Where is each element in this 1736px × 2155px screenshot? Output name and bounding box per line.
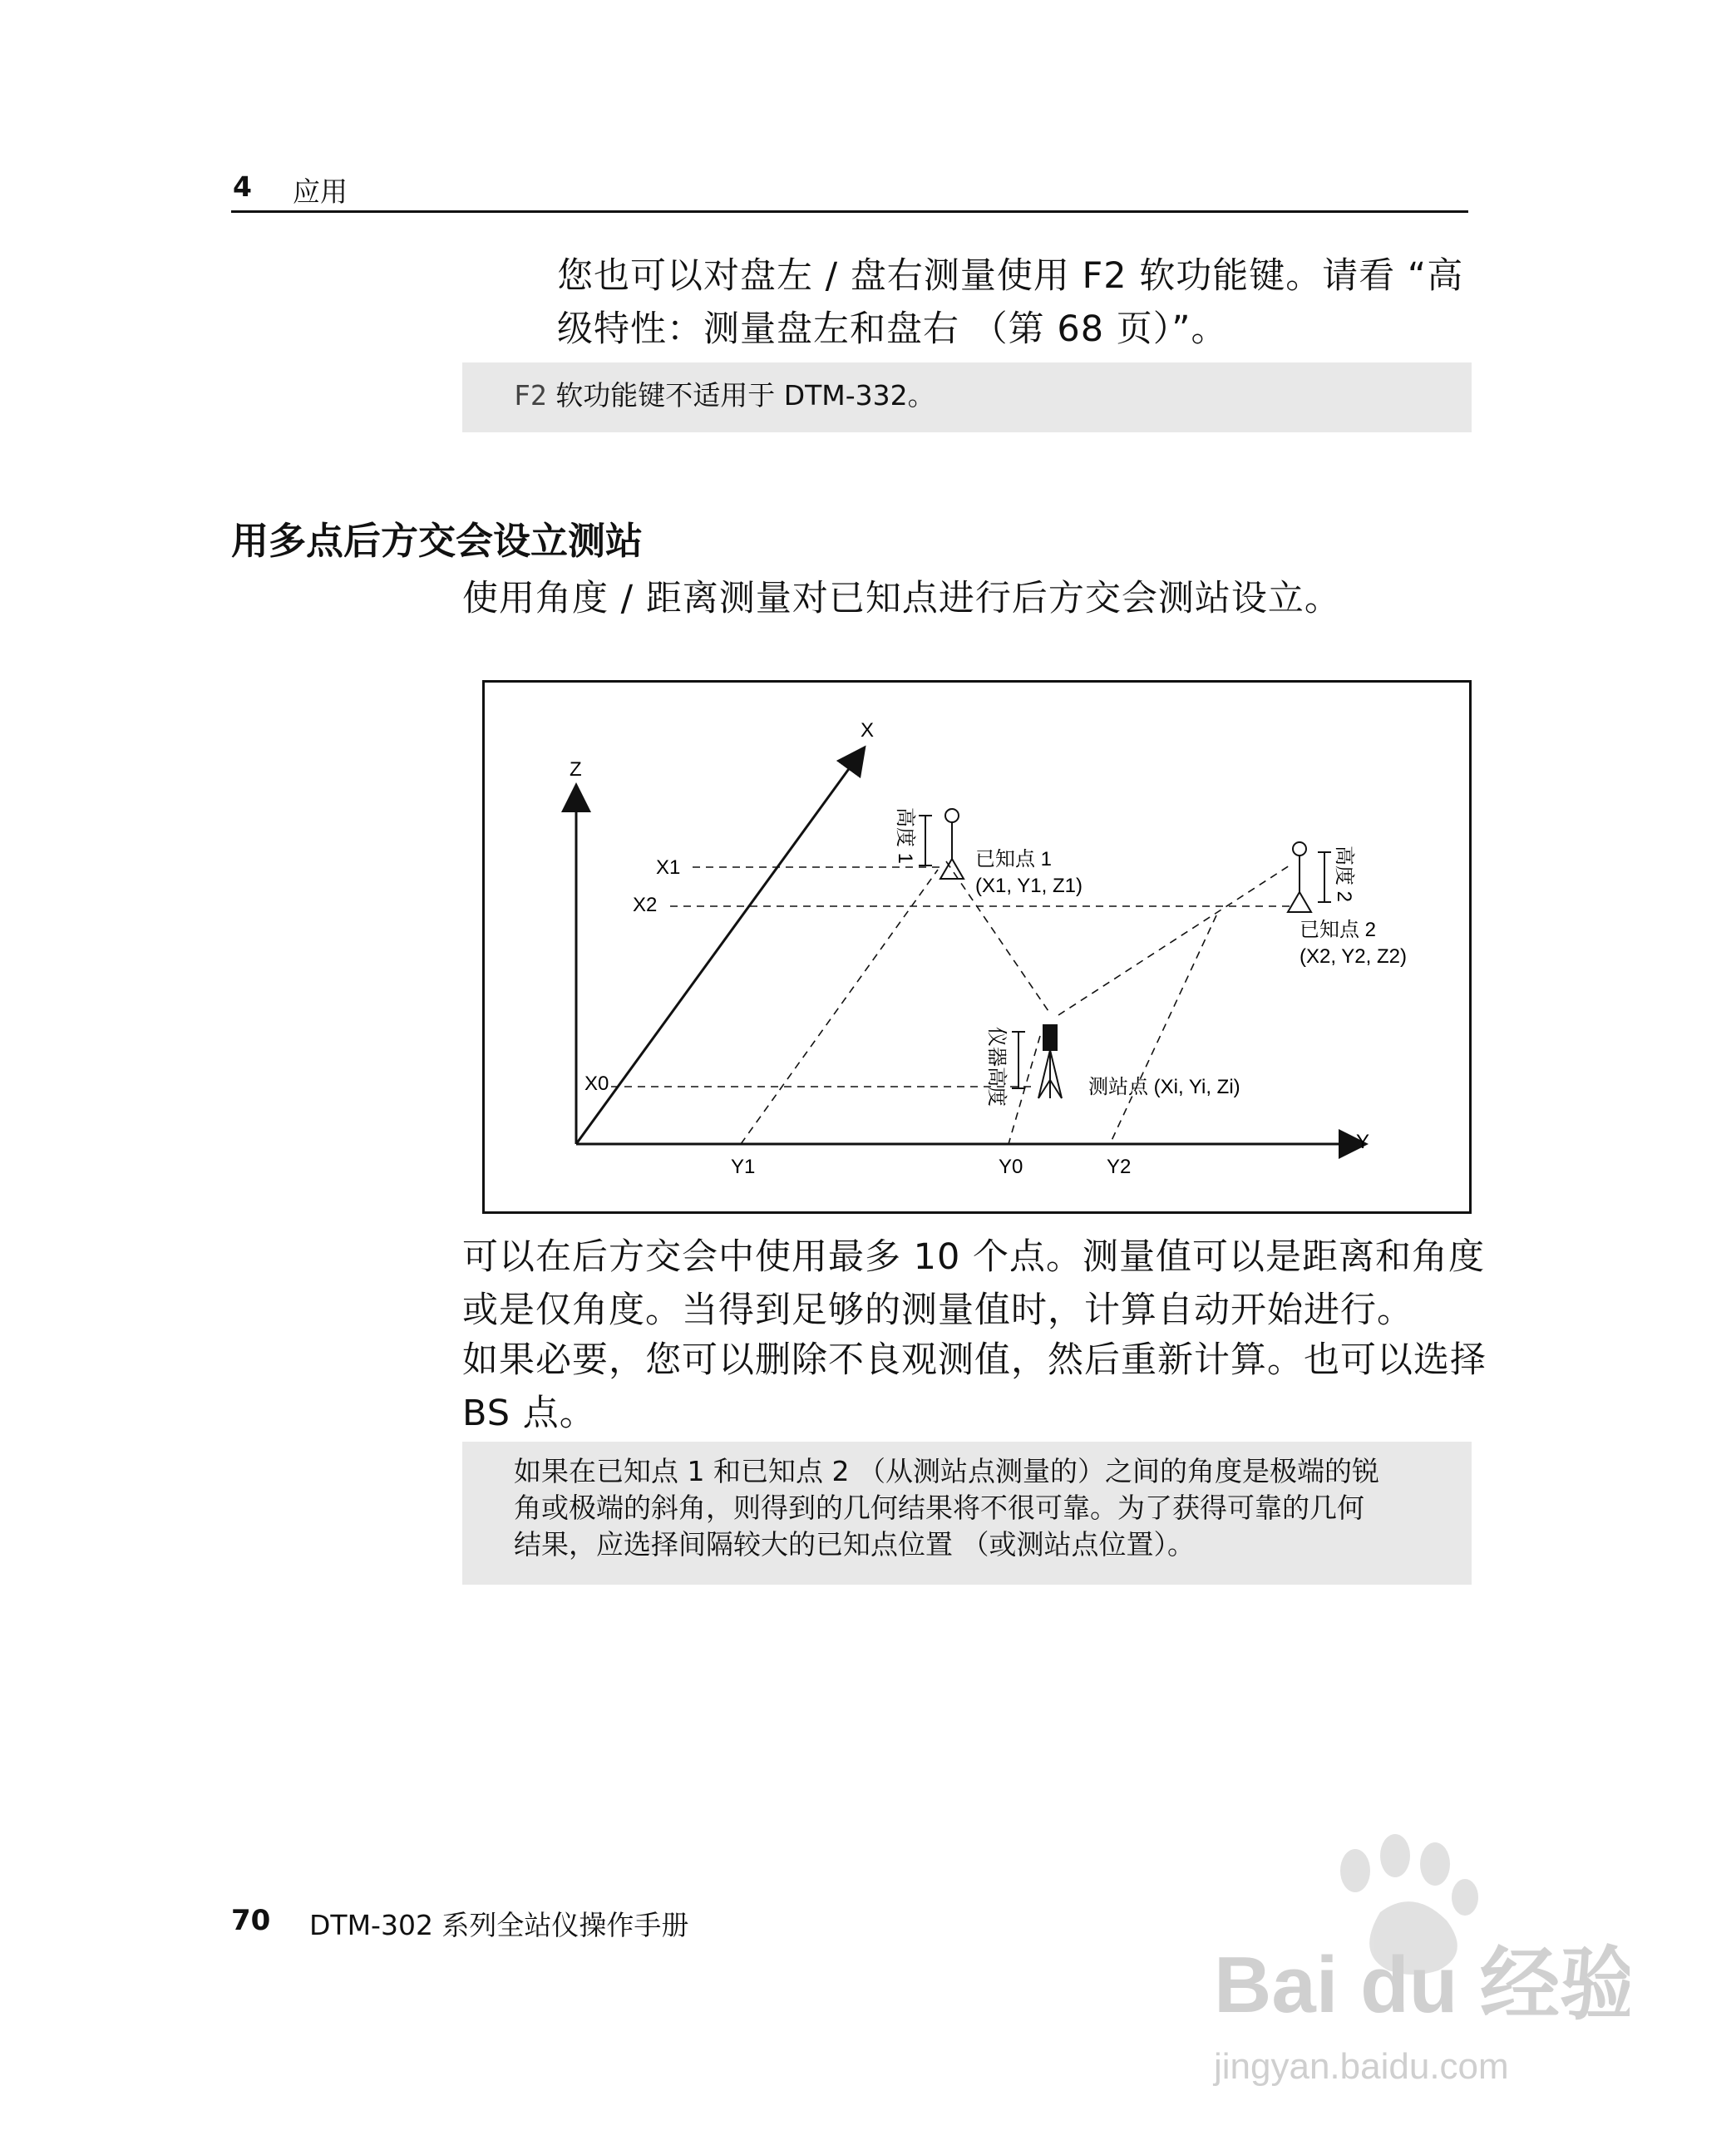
known-point-2-coords: (X2, Y2, Z2): [1300, 945, 1407, 968]
known-point-1-marker: [919, 809, 964, 879]
intro-line-2: 级特性：测量盘左和盘右 （第 68 页）”。: [557, 308, 1228, 350]
known-point-2-name: 已知点 2: [1300, 919, 1377, 941]
x2-label: X2: [633, 894, 658, 916]
section-lead: 使用角度 / 距离测量对已知点进行后方交会测站设立。: [462, 578, 1341, 619]
station-label: 测站点 (Xi, Yi, Zi): [1088, 1076, 1240, 1098]
body-p1-line-2: 或是仅角度。当得到足够的测量值时，计算自动开始进行。: [462, 1290, 1413, 1331]
section-heading: 用多点后方交会设立测站: [231, 519, 644, 563]
known-point-2-marker: [1288, 842, 1331, 912]
x-axis-label: X: [861, 719, 875, 742]
watermark-url: jingyan.baidu.com: [1214, 2046, 1509, 2087]
dashed-guides: [611, 861, 1290, 1144]
note-geometry-text: [514, 1453, 1379, 1563]
intro-line-1: 您也可以对盘左 / 盘右测量使用 F2 软功能键。请看 “高: [557, 255, 1464, 297]
header-rule: [231, 210, 1468, 213]
height-2-label: 高度 2: [1333, 846, 1355, 903]
body-p1-line-1: 可以在后方交会中使用最多 10 个点。测量值可以是距离和角度: [462, 1236, 1486, 1278]
station-instrument-icon: [1012, 1025, 1062, 1098]
manual-title: DTM-302 系列全站仪操作手册: [309, 1909, 689, 1941]
note-box-geometry: [462, 1442, 1472, 1585]
intro-paragraph: [557, 249, 1463, 356]
note-geometry-line-2: 角或极端的斜角，则得到的几何结果将不很可靠。为了获得可靠的几何: [514, 1492, 1364, 1524]
known-point-1-name: 已知点 1: [975, 848, 1053, 870]
y1-label: Y1: [731, 1156, 756, 1178]
note-geometry-line-3: 结果，应选择间隔较大的已知点位置 （或测站点位置）。: [514, 1528, 1195, 1561]
y-axis-label: Y: [1356, 1131, 1370, 1153]
resection-diagram: [485, 683, 1469, 1211]
baidu-paw-icon: [1197, 1821, 1630, 2095]
height-1-label: 高度 1: [894, 807, 916, 865]
y2-label: Y2: [1107, 1156, 1132, 1178]
f2-key-label: F2: [514, 379, 547, 412]
chapter-title: 应用: [293, 175, 348, 208]
known-point-1-coords: (X1, Y1, Z1): [975, 875, 1083, 897]
resection-figure: [482, 680, 1472, 1214]
page-number: 70: [231, 1904, 271, 1937]
x0-label: X0: [584, 1073, 609, 1095]
baidu-watermark: [1197, 1821, 1630, 2095]
chapter-number: 4: [233, 170, 252, 203]
note-f2-text: [514, 377, 935, 414]
note-box-f2: [462, 362, 1472, 432]
body-paragraph-1: [462, 1230, 1485, 1337]
body-p2-line-1: 如果必要，您可以删除不良观测值，然后重新计算。也可以选择: [462, 1339, 1487, 1381]
body-p2-line-2: BS 点。: [462, 1393, 596, 1434]
z-axis-label: Z: [570, 758, 582, 781]
y0-label: Y0: [999, 1156, 1023, 1178]
body-paragraph-2: [462, 1334, 1487, 1440]
watermark-brand: Bai du 经验: [1214, 1940, 1630, 2029]
x1-label: X1: [656, 856, 681, 879]
instrument-height-label: 仪器高度: [985, 1027, 1008, 1107]
note-f2-body: 软功能键不适用于 DTM-332。: [546, 379, 935, 412]
note-geometry-line-1: 如果在已知点 1 和已知点 2 （从测站点测量的）之间的角度是极端的锐: [514, 1455, 1379, 1487]
